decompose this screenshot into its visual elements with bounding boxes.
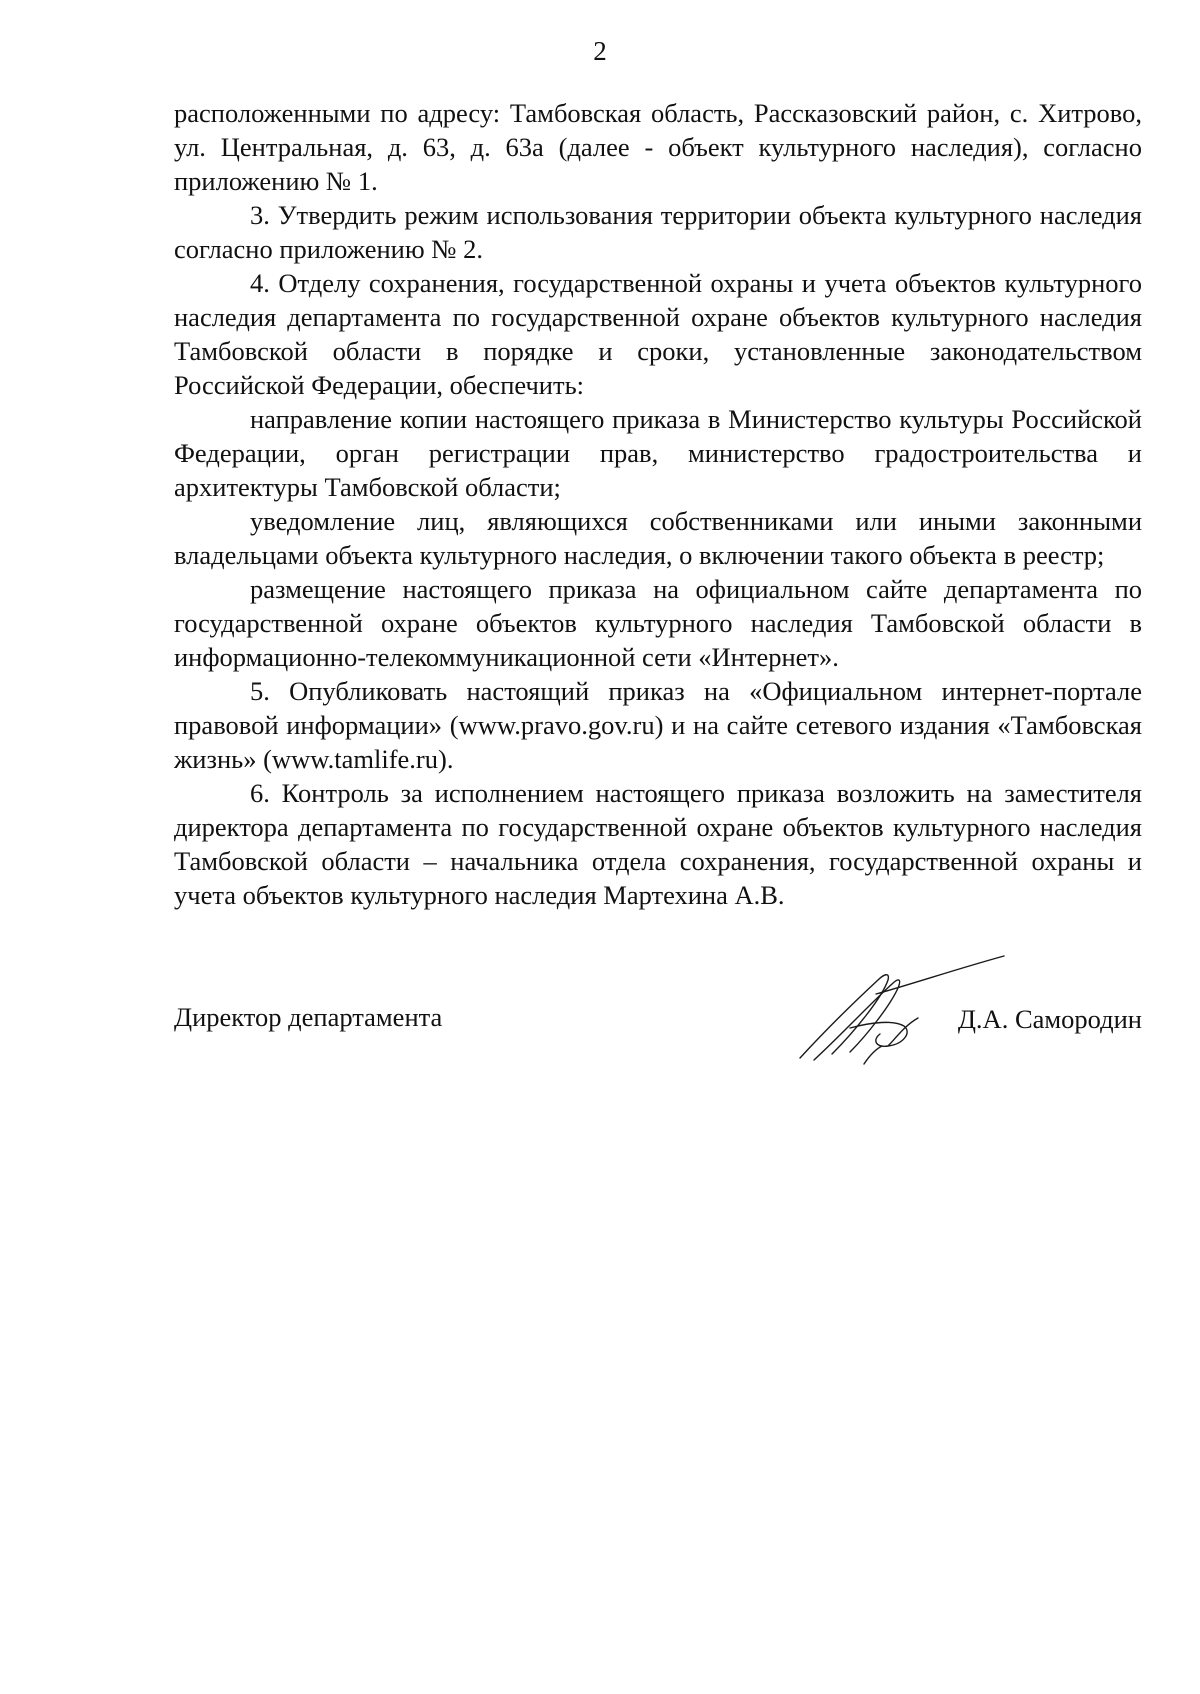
paragraph-item-4-copy-distribution: направление копии настоящего приказа в Министерство культуры Российской Федерации, орган регистрации прав, министерство градостроительства и архитектуры Тамбовской области;: [174, 404, 1142, 502]
paragraph-item-4-owner-notification: уведомление лиц, являющихся собственниками или иными законными владельцами объекта культурного наследия, о включении такого объекта в реестр;: [174, 506, 1142, 570]
paragraph-item-3: 3. Утвердить режим использования территории объекта культурного наследия согласно приложению № 2.: [174, 200, 1142, 264]
signatory-name: Д.А. Самородин: [957, 1004, 1142, 1034]
page-number: 2: [593, 36, 607, 66]
document-body: [174, 96, 1142, 912]
paragraph-item-6: 6. Контроль за исполнением настоящего приказа возложить на заместителя директора департамента по государственной охране объектов культурного наследия Тамбовской области – начальника отдела сохранения, государственной охраны и учета объектов культурного наследия Мартехина А.В.: [174, 778, 1142, 910]
paragraph-item-5: 5. Опубликовать настоящий приказ на «Официальном интернет-портале правовой информации» (www.pravo.gov.ru) и на сайте сетевого издания «Тамбовская жизнь» (www.tamlife.ru).: [174, 676, 1142, 774]
paragraph-item-4-website-posting: размещение настоящего приказа на официальном сайте департамента по государственной охране объектов культурного наследия Тамбовской области в информационно-телекоммуникационной сети «Интернет».: [174, 574, 1142, 672]
paragraph-address: расположенными по адресу: Тамбовская область, Рассказовский район, с. Хитрово, ул. Центральная, д. 63, д. 63а (далее - объект культурного наследия), согласно приложению № 1.: [174, 98, 1142, 196]
signature-block: [174, 990, 1142, 1100]
signatory-title: Директор департамента: [174, 1002, 443, 1032]
paragraph-item-4: 4. Отделу сохранения, государственной охраны и учета объектов культурного наследия департамента по государственной охране объектов культурного наследия Тамбовской области в порядке и сроки, установленные законодательством Российской Федерации, обеспечить:: [174, 268, 1142, 400]
